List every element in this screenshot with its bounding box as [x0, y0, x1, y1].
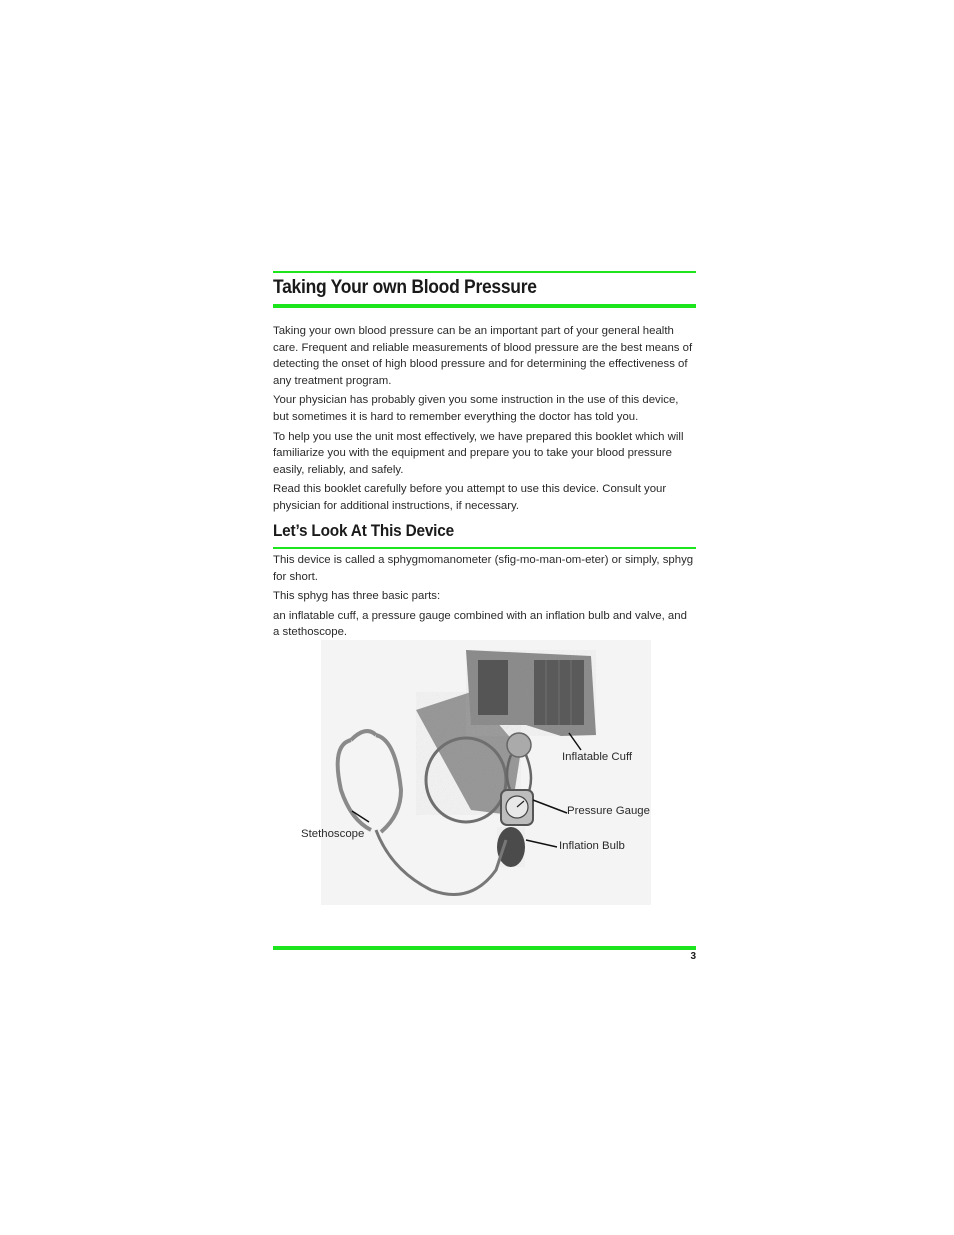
- velcro-strip: [478, 660, 508, 715]
- device-paragraph: an inflatable cuff, a pressure gauge combined with an inflation bulb and valve, and a stethoscope.: [273, 609, 687, 639]
- section-heading: Let’s Look At This Device: [273, 522, 454, 540]
- section-underline: [273, 547, 696, 549]
- intro-paragraph: Your physician has probably given you some instruction in the use of this device, but sometimes it is hard to remember everything the doctor has told you.: [273, 394, 679, 423]
- label-inflation-bulb: Inflation Bulb: [559, 840, 625, 852]
- top-rule: [273, 271, 696, 273]
- sphygmomanometer-illustration: [321, 640, 651, 905]
- label-inflatable-cuff: Inflatable Cuff: [562, 751, 633, 763]
- intro-paragraph: Taking your own blood pressure can be an important part of your general health care. Frequent and reliable measurements of blood pressure are the best means of detecting the onset of high blood pressure and for determining the effectiveness of any treatment program.: [273, 325, 693, 387]
- device-paragraph: This sphyg has three basic parts:: [273, 590, 441, 603]
- footer-rule: [273, 946, 696, 950]
- intro-section: [273, 323, 696, 518]
- page-title: Taking Your own Blood Pressure: [273, 277, 537, 298]
- inflation-bulb: [497, 827, 525, 867]
- intro-paragraph: To help you use the unit most effectively, we have prepared this booklet which will familiarize you with the equipment and prepare you to take your blood pressure easily, reliably, and safely.: [273, 430, 684, 476]
- title-underline: [273, 304, 696, 308]
- page-number: 3: [690, 951, 696, 962]
- intro-paragraph: Read this booklet carefully before you attempt to use this device. Consult your physician for additional instructions, if necessary.: [273, 483, 667, 512]
- device-paragraph: This device is called a sphygmomanometer (sfig-mo-man-om-eter) or simply, sphyg for short.: [273, 554, 694, 583]
- device-section: [273, 552, 696, 644]
- label-pressure-gauge: Pressure Gauge: [567, 805, 650, 817]
- label-stethoscope: Stethoscope: [301, 828, 365, 840]
- tube-connector: [507, 733, 531, 757]
- document-page: [273, 0, 696, 1235]
